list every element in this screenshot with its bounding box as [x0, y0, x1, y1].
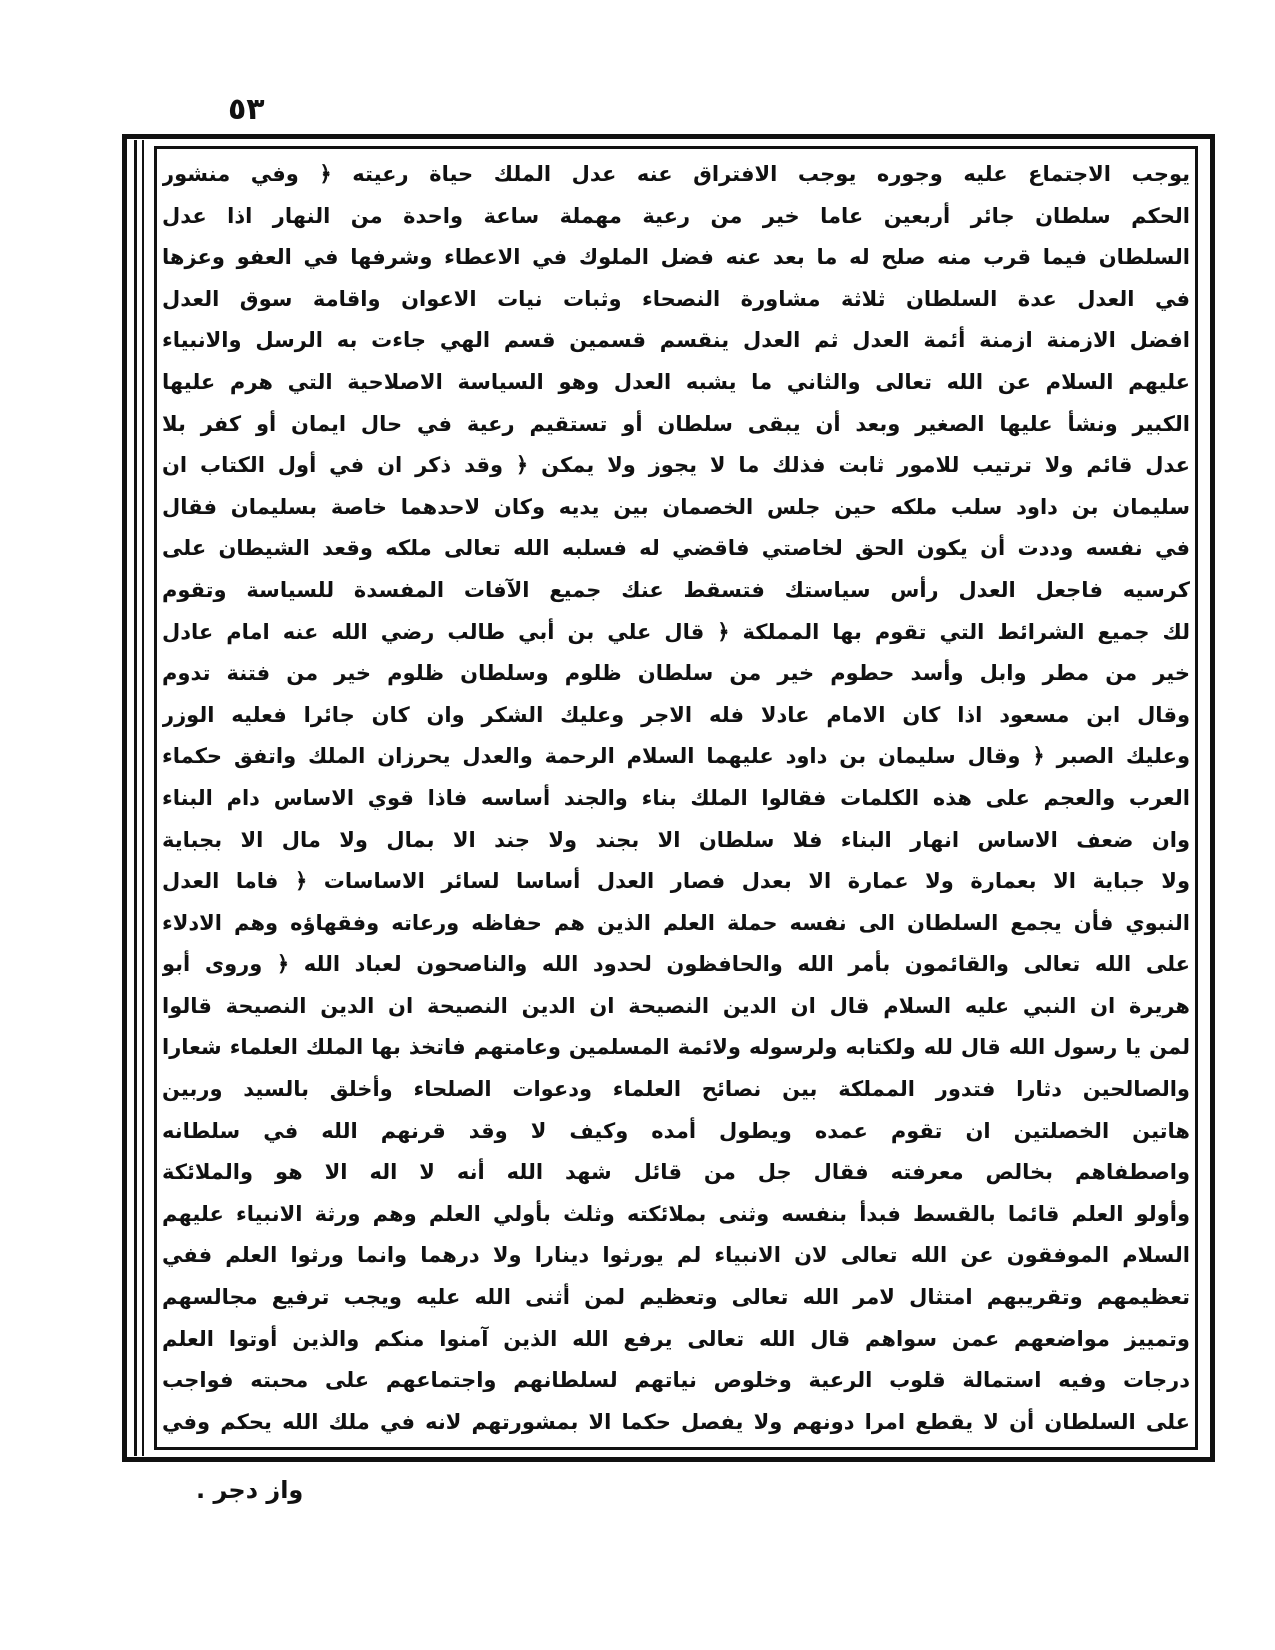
- text-line: عليهم السلام عن الله تعالى والثاني ما يشبه العدل وهو السياسة الاصلاحية التي هرم عليها: [162, 369, 1190, 394]
- text-line: لمن يا رسول الله قال لله ولكتابه ولرسوله ولائمة المسلمين وعامتهم فاتخذ بها الملك العلماء شعارا: [162, 1035, 1190, 1060]
- text-line: وقال ابن مسعود اذا كان الامام عادلا فله الاجر وعليك الشكر وان كان جائرا فعليه الوزر: [162, 702, 1190, 727]
- text-line: درجات وفيه استمالة قلوب الرعية وخلوص نياتهم لسلطانهم واجتماعهم على محبته فواجب: [162, 1368, 1190, 1393]
- text-line: الكبير ونشأ عليها الصغير وبعد أن يبقى سلطان أو تستقيم رعية في حال ايمان أو كفر بلا: [162, 411, 1190, 436]
- text-line: كرسيه فاجعل العدل رأس سياستك فتسقط عنك جميع الآفات المفسدة للسياسة وتقوم: [162, 577, 1190, 602]
- page-frame-rule: [134, 140, 144, 1456]
- text-line: وتمييز مواضعهم عمن سواهم قال الله تعالى يرفع الله الذين آمنوا منكم والذين أوتوا العلم: [162, 1326, 1190, 1351]
- text-line: والصالحين دثارا فتدور المملكة بين نصائح العلماء ودعوات الصلحاء وأخلق بالسيد وربين: [162, 1077, 1190, 1102]
- text-line: ولا جباية الا بعمارة ولا عمارة الا بعدل فصار العدل أساسا لسائر الاساسات ﴿ فاما العدل: [162, 869, 1190, 894]
- text-line: على السلطان أن لا يقطع امرا دونهم ولا يفصل حكما الا بمشورتهم لانه في ملك الله يحكم وفي: [162, 1409, 1190, 1434]
- text-line: هريرة ان النبي عليه السلام قال ان الدين النصيحة ان الدين النصيحة ان الدين النصيحة قالوا: [162, 993, 1190, 1018]
- text-line: [162, 1443, 1190, 1444]
- text-line: في العدل عدة السلطان ثلاثة مشاورة النصحاء وثبات نيات الاعوان واقامة سوق العدل: [162, 286, 1190, 311]
- text-line: وعليك الصبر ﴿ وقال سليمان بن داود عليهما السلام الرحمة والعدل يحرزان الملك واتفق حكماء: [162, 744, 1190, 769]
- text-line: العرب والعجم على هذه الكلمات فقالوا الملك بناء والجند أساسه فاذا قوي الاساس دام البناء: [162, 785, 1190, 810]
- text-line: على الله تعالى والقائمون بأمر الله والحافظون لحدود الله والناصحون لعباد الله ﴿ وروى أبو: [162, 952, 1190, 977]
- text-line: السلام الموفقون عن الله تعالى لان الانبياء لم يورثوا دينارا ولا درهما وانما ورثوا العلم ففي: [162, 1243, 1190, 1268]
- text-line: تعظيمهم وتقريبهم امتثال لامر الله تعالى وتعظيم لمن أثنى الله عليه ويجب ترفيع مجالسهم: [162, 1285, 1190, 1310]
- text-line: النبوي فأن يجمع السلطان الى نفسه حملة العلم الذين هم حفاظه ورعاته وفقهاؤه وهم الادلاء: [162, 910, 1190, 935]
- text-line: افضل الازمنة ازمنة أئمة العدل ثم العدل ينقسم قسمين قسم الهي جاءت به الرسل والانبياء: [162, 328, 1190, 353]
- text-line: السلطان فيما قرب منه صلح له ما بعد عنه فضل الملوك في الاعطاء وشرفها في العفو وعزها: [162, 245, 1190, 270]
- text-line: وأولو العلم قائما بالقسط فبدأ بنفسه وثنى بملائكته وثلث بأولي العلم وهم ورثة الانبياء عليهم: [162, 1201, 1190, 1226]
- text-line: يوجب الاجتماع عليه وجوره يوجب الافتراق عنه عدل الملك حياة رعيته ﴿ وفي منشور: [162, 162, 1190, 186]
- text-line: في نفسه وددت أن يكون الحق لخاصتي فاقضي له فسلبه الله تعالى ملكه وقعد الشيطان على: [162, 536, 1190, 561]
- text-line: سليمان بن داود سلب ملكه حين جلس الخصمان بين يديه وكان لاحدهما خاصة بسليمان فقال: [162, 494, 1190, 519]
- text-line: هاتين الخصلتين ان تقوم عمده ويطول أمده وكيف لا وقد قرنهم الله في سلطانه: [162, 1118, 1190, 1143]
- text-line: عدل قائم ولا ترتيب للامور ثابت فذلك ما لا يجوز ولا يمكن ﴿ وقد ذكر ان في أول الكتاب ان: [162, 453, 1190, 478]
- text-line: وان ضعف الاساس انهار البناء فلا سلطان الا بجند ولا جند الا بمال ولا مال الا بجباية: [162, 827, 1190, 852]
- text-line: الحكم سلطان جائر أربعين عاما خير من رعية مهملة ساعة واحدة من النهار اذا عدل: [162, 203, 1190, 228]
- text-line: لك جميع الشرائط التي تقوم بها المملكة ﴿ قال علي بن أبي طالب رضي الله عنه امام عادل: [162, 619, 1190, 644]
- text-line: خير من مطر وابل وأسد حطوم خير من سلطان ظلوم وسلطان ظلوم خير من فتنة تدوم: [162, 661, 1190, 686]
- body-text: [162, 154, 1190, 1444]
- text-line: واصطفاهم بخالص معرفته فقال جل من قائل شهد الله أنه لا اله الا هو والملائكة: [162, 1160, 1190, 1185]
- page-number: ٥٣: [228, 92, 265, 127]
- catchword: واز دجر .: [196, 1476, 304, 1504]
